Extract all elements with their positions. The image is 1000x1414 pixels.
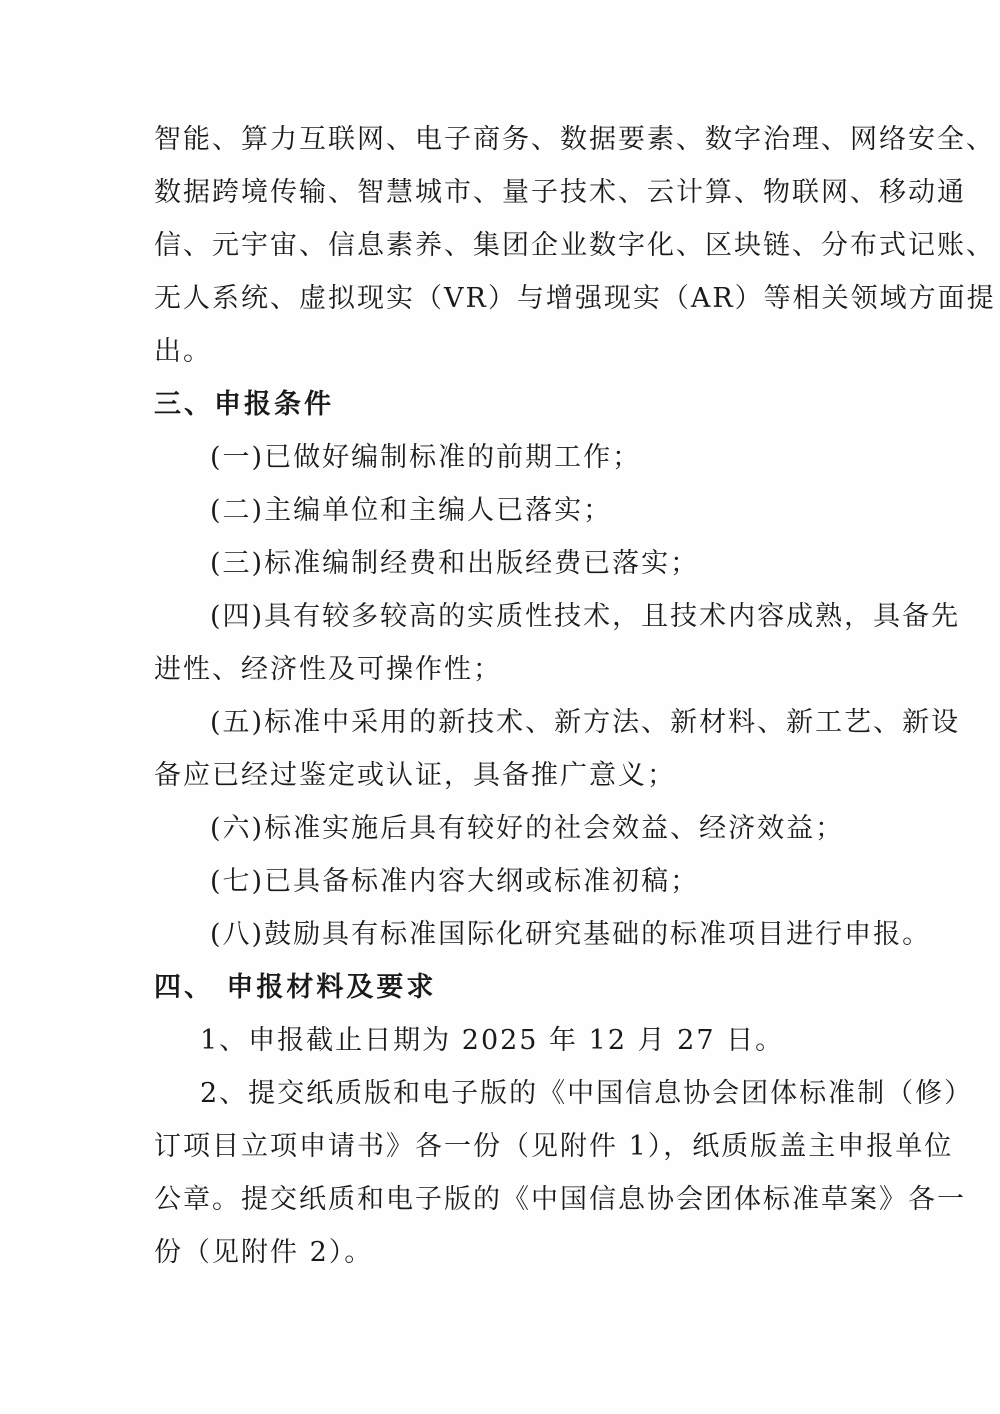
material-item-2-cont-3: 份（见附件 2）。 <box>154 1237 374 1268</box>
condition-item-5-cont: 备应已经过鉴定或认证，具备推广意义； <box>154 760 676 791</box>
condition-item-6: (六)标准实施后具有较好的社会效益、经济效益； <box>210 813 845 844</box>
section-3-heading: 三、申报条件 <box>154 389 334 420</box>
condition-item-8: (八)鼓励具有标准国际化研究基础的标准项目进行申报。 <box>210 919 932 950</box>
section-4-heading: 四、 申报材料及要求 <box>154 972 437 1003</box>
scope-line-1: 智能、算力互联网、电子商务、数据要素、数字治理、网络安全、 <box>154 124 995 155</box>
scope-line-4: 无人系统、虚拟现实（VR）与增强现实（AR）等相关领域方面提 <box>154 283 996 314</box>
condition-item-2: (二)主编单位和主编人已落实； <box>210 495 613 526</box>
scope-line-5: 出。 <box>154 336 212 367</box>
condition-item-4-cont: 进性、经济性及可操作性； <box>154 654 502 685</box>
scope-line-2: 数据跨境传输、智慧城市、量子技术、云计算、物联网、移动通 <box>154 177 966 208</box>
material-item-2: 2、提交纸质版和电子版的《中国信息协会团体标准制（修） <box>200 1078 974 1109</box>
material-item-1: 1、申报截止日期为 2025 年 12 月 27 日。 <box>200 1025 785 1056</box>
condition-item-7: (七)已具备标准内容大纲或标准初稿； <box>210 866 700 897</box>
condition-item-1: (一)已做好编制标准的前期工作； <box>210 442 642 473</box>
scope-line-3: 信、元宇宙、信息素养、集团企业数字化、区块链、分布式记账、 <box>154 230 995 261</box>
condition-item-4: (四)具有较多较高的实质性技术，且技术内容成熟，具备先 <box>210 601 961 632</box>
condition-item-5: (五)标准中采用的新技术、新方法、新材料、新工艺、新设 <box>210 707 961 738</box>
material-item-2-cont-2: 公章。提交纸质和电子版的《中国信息协会团体标准草案》各一 <box>154 1184 966 1215</box>
material-item-2-cont-1: 订项目立项申请书》各一份（见附件 1），纸质版盖主申报单位 <box>154 1131 954 1162</box>
condition-item-3: (三)标准编制经费和出版经费已落实； <box>210 548 700 579</box>
